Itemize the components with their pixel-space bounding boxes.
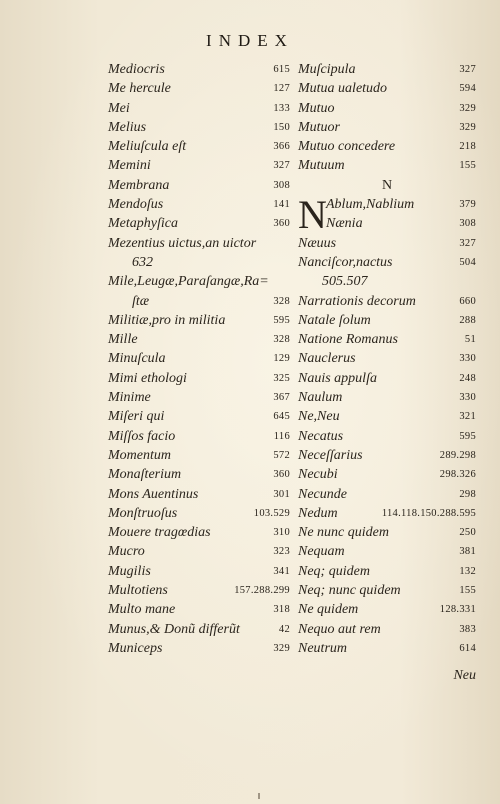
entry-page-number: 327 <box>459 237 476 249</box>
entry-page-number: 330 <box>459 353 476 365</box>
entry-page-number: 594 <box>459 83 476 95</box>
entry-term: Militiæ,pro in militia <box>108 312 226 328</box>
entry-page-number: 341 <box>273 565 290 577</box>
entry-term: Naulum <box>298 390 343 406</box>
index-entry <box>108 523 290 542</box>
entry-page-number: 155 <box>459 160 476 172</box>
index-entry <box>298 446 476 465</box>
index-entry <box>108 620 290 639</box>
entry-page-number: 329 <box>273 642 290 654</box>
index-entry <box>298 427 476 446</box>
entry-page-number: 323 <box>273 546 290 558</box>
entry-term: Necunde <box>298 486 347 502</box>
entry-term: Multo mane <box>108 602 176 618</box>
entry-page-number: 379 <box>459 199 476 211</box>
index-entry <box>298 156 476 175</box>
entry-page-number: 51 <box>464 334 476 346</box>
index-entry <box>108 427 290 446</box>
index-entry <box>108 118 290 137</box>
index-entry <box>108 156 290 175</box>
entry-term: Mimi ethologi <box>108 370 187 386</box>
entry-page-number: 310 <box>273 527 290 539</box>
index-entry <box>108 504 290 523</box>
entry-term: Ne,Neu <box>298 409 340 425</box>
entry-term: Membrana <box>108 177 170 193</box>
entry-page-number: 128.331 <box>439 604 476 616</box>
index-entry <box>108 465 290 484</box>
index-entry <box>298 388 476 407</box>
index-entry <box>108 272 290 291</box>
index-entry <box>108 253 290 272</box>
entry-page-number: 504 <box>459 256 476 268</box>
entry-term: Neutrum <box>298 640 347 656</box>
index-entry <box>298 214 476 233</box>
entry-term: Minime <box>108 390 151 406</box>
ink-smudge <box>258 793 260 799</box>
catchword: Neu <box>453 668 476 683</box>
entry-page-number: 328 <box>273 295 290 307</box>
entry-term: Mutuum <box>298 158 345 174</box>
index-entry <box>298 369 476 388</box>
entry-term: Mei <box>108 100 130 116</box>
index-entry <box>298 349 476 368</box>
index-entry <box>108 485 290 504</box>
index-entry <box>298 330 476 349</box>
entry-page-number: 155 <box>459 585 476 597</box>
drop-cap-letter: N <box>298 192 327 238</box>
index-entry <box>298 504 476 523</box>
entry-term: Necubi <box>298 467 338 483</box>
entry-page-number: 114.118.150.288.595 <box>381 507 476 519</box>
entry-page-number: 660 <box>459 295 476 307</box>
entry-term: Multotiens <box>108 583 168 599</box>
entry-term: Nænia <box>326 216 363 232</box>
entry-page-number: 383 <box>459 623 476 635</box>
index-entry <box>298 600 476 619</box>
entry-page-number: 308 <box>273 179 290 191</box>
entry-term: Mouere tragœdias <box>108 525 211 541</box>
entry-term: Mendoſus <box>108 197 164 213</box>
entry-page-number: 141 <box>273 199 290 211</box>
index-entry <box>108 60 290 79</box>
entry-term: Nanciſcor,nactus <box>298 254 393 270</box>
entry-term: Monaſterium <box>108 467 182 483</box>
entry-term: Mile,Leugæ,Paraſangæ,Ra= <box>108 274 269 290</box>
entry-term: Necatus <box>298 428 344 444</box>
entry-page-number: 157.288.299 <box>234 585 290 597</box>
entry-page-number: 614 <box>459 642 476 654</box>
entry-term: Mucro <box>108 544 145 560</box>
entry-term: 632 <box>132 254 153 270</box>
entry-term: Næuus <box>298 235 337 251</box>
entry-term: Mediocris <box>108 62 165 77</box>
page-header: INDEX <box>206 31 294 50</box>
index-entry <box>108 639 290 658</box>
index-entry <box>108 330 290 349</box>
entry-page-number: 327 <box>459 64 476 75</box>
index-column-left <box>108 60 290 658</box>
entry-page-number: 321 <box>459 411 476 423</box>
index-entry <box>298 485 476 504</box>
entry-page-number: 329 <box>459 102 476 114</box>
index-entry <box>298 234 476 253</box>
entry-term: Me hercule <box>108 81 171 97</box>
index-entry <box>108 349 290 368</box>
entry-page-number: 301 <box>273 488 290 500</box>
entry-term: Nauis appulſa <box>298 370 377 386</box>
index-entry <box>108 388 290 407</box>
entry-page-number: 367 <box>273 392 290 404</box>
index-entry <box>108 407 290 426</box>
entry-term: Momentum <box>108 447 171 463</box>
entry-page-number: 298.326 <box>439 469 476 481</box>
entry-page-number: 132 <box>459 565 476 577</box>
entry-term: Metaphyſica <box>108 216 178 232</box>
entry-term: Nequam <box>298 544 345 560</box>
entry-page-number: 248 <box>459 372 476 384</box>
index-entry <box>108 600 290 619</box>
entry-page-number: 366 <box>273 141 290 153</box>
entry-page-number: 318 <box>273 604 290 616</box>
entry-term: Natale ſolum <box>298 312 371 328</box>
entry-page-number: 116 <box>273 430 290 442</box>
index-entry <box>108 542 290 561</box>
entry-page-number: 42 <box>278 623 290 635</box>
index-entry <box>298 581 476 600</box>
entry-page-number: 298 <box>459 488 476 500</box>
index-column-right <box>298 60 476 658</box>
entry-page-number: 127 <box>273 83 290 95</box>
entry-term: Nauclerus <box>298 351 356 367</box>
entry-page-number: 595 <box>273 314 290 326</box>
index-entry <box>298 523 476 542</box>
entry-term: Miſſos facio <box>108 428 176 444</box>
entry-term: Mille <box>108 332 138 348</box>
entry-term: 505.507 <box>322 274 368 290</box>
index-entry <box>298 407 476 426</box>
index-entry <box>298 465 476 484</box>
index-entry <box>298 137 476 156</box>
entry-term: Nedum <box>298 505 338 521</box>
index-entry <box>108 581 290 600</box>
entry-page-number: 250 <box>459 527 476 539</box>
entry-term: Municeps <box>108 640 163 656</box>
entry-term: Minuſcula <box>108 351 166 367</box>
entry-page-number: 572 <box>273 449 290 461</box>
index-entry <box>108 195 290 214</box>
entry-page-number: 327 <box>273 160 290 172</box>
entry-page-number: 218 <box>459 141 476 153</box>
entry-term: Melius <box>108 119 147 135</box>
entry-page-number: 150 <box>273 121 290 133</box>
entry-term: Ablum,Nablium <box>326 197 415 213</box>
entry-page-number: 328 <box>273 334 290 346</box>
index-entry <box>108 214 290 233</box>
index-entry <box>108 292 290 311</box>
entry-term: Mugilis <box>108 563 151 579</box>
index-entry <box>108 562 290 581</box>
index-entry <box>108 176 290 195</box>
entry-page-number: 330 <box>459 392 476 404</box>
index-entry <box>298 542 476 561</box>
entry-page-number: 129 <box>273 353 290 365</box>
index-entry <box>298 99 476 118</box>
entry-term: Narrationis decorum <box>298 293 416 309</box>
entry-page-number: 381 <box>459 546 476 558</box>
entry-page-number: 325 <box>273 372 290 384</box>
entry-term: Neq; quidem <box>298 563 370 579</box>
entry-term: ſtæ <box>132 293 150 309</box>
entry-term: Natione Romanus <box>298 332 398 348</box>
entry-term: Mutua ualetudo <box>298 81 388 97</box>
entry-page-number: 595 <box>459 430 476 442</box>
entry-term: Ne nunc quidem <box>298 525 389 541</box>
entry-page-number: 308 <box>459 218 476 230</box>
entry-page-number: 133 <box>273 102 290 114</box>
index-entry <box>298 253 476 272</box>
index-entry <box>298 311 476 330</box>
index-entry <box>108 369 290 388</box>
index-entry <box>298 79 476 98</box>
entry-term: Neceſſarius <box>298 447 363 463</box>
entry-term: Nequo aut rem <box>298 621 381 637</box>
entry-page-number: 289.298 <box>439 449 476 461</box>
index-entry <box>298 562 476 581</box>
entry-term: Mezentius uictus,an uictor <box>108 235 257 251</box>
entry-term: Memini <box>108 158 151 174</box>
index-entry <box>108 446 290 465</box>
entry-term: Muſcipula <box>298 62 356 77</box>
entry-term: Mutuo <box>298 100 335 116</box>
entry-page-number: 645 <box>273 411 290 423</box>
entry-page-number: 329 <box>459 121 476 133</box>
entry-page-number: 103.529 <box>253 507 290 519</box>
entry-page-number: 615 <box>273 64 290 75</box>
entry-term: Monſtruoſus <box>108 505 178 521</box>
entry-page-number: 360 <box>273 218 290 230</box>
index-entry <box>108 234 290 253</box>
index-entry <box>108 99 290 118</box>
entry-term: Neq; nunc quidem <box>298 583 401 599</box>
entry-page-number: 288 <box>459 314 476 326</box>
index-entry <box>298 292 476 311</box>
index-entry <box>298 620 476 639</box>
index-entry <box>108 311 290 330</box>
index-entry <box>108 79 290 98</box>
index-entry <box>298 639 476 658</box>
entry-term: Meliuſcula eſt <box>108 139 187 155</box>
index-entry <box>108 137 290 156</box>
section-letter: N <box>381 177 393 193</box>
entry-term: Mutuor <box>298 119 340 135</box>
entry-term: Mutuo concedere <box>298 139 396 155</box>
entry-term: Munus,& Donũ differũt <box>108 621 240 637</box>
entry-page-number: 360 <box>273 469 290 481</box>
entry-term: Mons Auentinus <box>108 486 199 502</box>
index-entry <box>298 118 476 137</box>
entry-term: Miſeri qui <box>108 409 165 425</box>
index-entry <box>298 272 476 291</box>
index-entry <box>298 60 476 79</box>
entry-term: Ne quidem <box>298 602 359 618</box>
